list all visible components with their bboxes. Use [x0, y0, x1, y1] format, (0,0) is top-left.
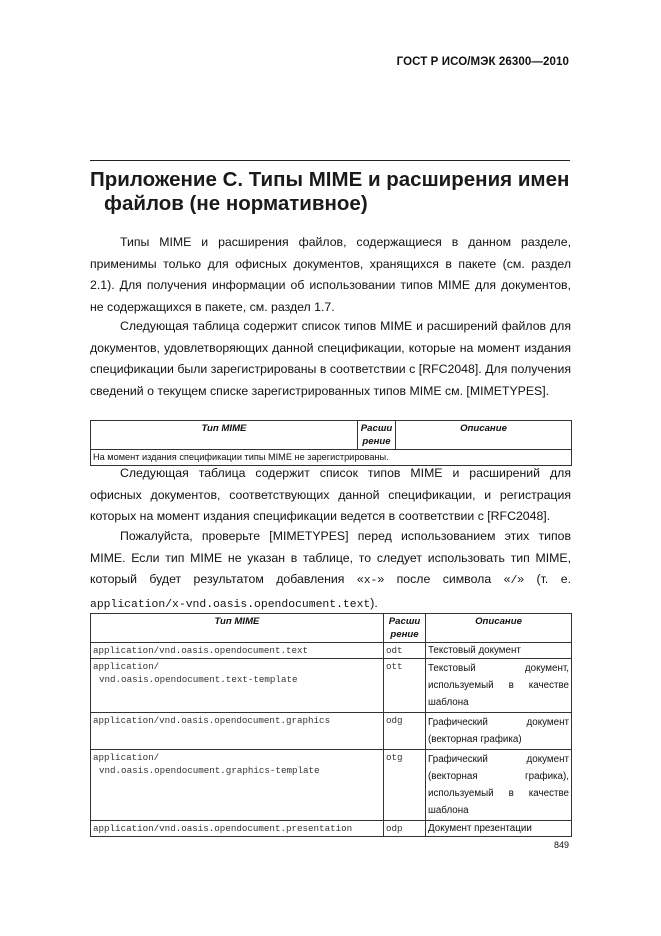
- table-mime-types: [90, 613, 572, 837]
- paragraph-4: Пожалуйста, проверьте [MIMETYPES] перед использованием этих типов MIME. Если тип MIME не указан в таблице, то следует использовать тип MIME, который будет результатом добавления «x-» после символа «/» (т. е. application/x-vnd.oasis.opendocument.text).: [90, 529, 571, 611]
- table-registered: [90, 420, 572, 466]
- header-mime-type: Тип MIME: [91, 614, 384, 643]
- paragraph-3: Следующая таблица содержит список типов MIME и расширений для офисных документов, соответствующих данной спецификации, и регистрация которых на момент издания спецификации ведется в соответствии с [RFC2048].: [90, 466, 571, 524]
- mime-type-cell: application/vnd.oasis.opendocument.graphics: [91, 713, 384, 750]
- title-line-2: файлов (не нормативное): [104, 192, 368, 215]
- description-cell: Графический документ (векторная графика), используемый в качестве шаблона: [426, 750, 572, 821]
- description-cell: Документ презентации: [426, 821, 572, 837]
- header-mime-type: Тип MIME: [91, 421, 358, 450]
- header-extension: Расши рение: [384, 614, 426, 643]
- table-row: [91, 821, 572, 837]
- header-description: Описание: [396, 421, 572, 450]
- paragraph-2: Следующая таблица содержит список типов MIME и расширений файлов для документов, удовлетворяющих данной спецификации, которые на момент издания спецификации были зарегистрированы в соответствии с [RFC2048]. Для получения сведений о текущем списке зарегистрированных типов MIME см. [MIMETYPES].: [90, 319, 571, 398]
- extension-cell: odt: [384, 643, 426, 659]
- table-header-row: [91, 421, 572, 450]
- description-cell: Текстовый документ: [426, 643, 572, 659]
- extension-cell: ott: [384, 659, 426, 713]
- table-row: [91, 659, 572, 713]
- mime-type-cell: application/vnd.oasis.opendocument.presentation: [91, 821, 384, 837]
- table-row: [91, 713, 572, 750]
- paragraph-1: Типы MIME и расширения файлов, содержащиеся в данном разделе, применимы только для офисных документов, хранящихся в пакете (см. раздел 2.1). Для получения информации об использовании типов MIME для документов, не содержащихся в пакете, см. раздел 1.7.: [90, 235, 571, 314]
- title-line-1: Приложение С. Типы MIME и расширения имен: [90, 168, 570, 191]
- description-cell: Текстовый документ, используемый в качестве шаблона: [426, 659, 572, 713]
- table-row: [91, 643, 572, 659]
- page-number: 849: [553, 840, 569, 850]
- extension-cell: odg: [384, 713, 426, 750]
- description-cell: Графический документ (векторная графика): [426, 713, 572, 750]
- table-row: [91, 750, 572, 821]
- table-header-row: [91, 614, 572, 643]
- mime-type-cell: application/ vnd.oasis.opendocument.text-template: [91, 659, 384, 713]
- extension-cell: odp: [384, 821, 426, 837]
- extension-cell: otg: [384, 750, 426, 821]
- title-rule: [90, 160, 570, 161]
- standard-header: ГОСТ Р ИСО/МЭК 26300—2010: [396, 56, 569, 68]
- mime-type-cell: application/vnd.oasis.opendocument.text: [91, 643, 384, 659]
- header-description: Описание: [426, 614, 572, 643]
- header-extension: Расши рение: [358, 421, 396, 450]
- mime-type-cell: application/ vnd.oasis.opendocument.graphics-template: [91, 750, 384, 821]
- table-note: На момент издания спецификации типы MIME не зарегистрированы.: [91, 450, 572, 466]
- appendix-title: [90, 168, 580, 216]
